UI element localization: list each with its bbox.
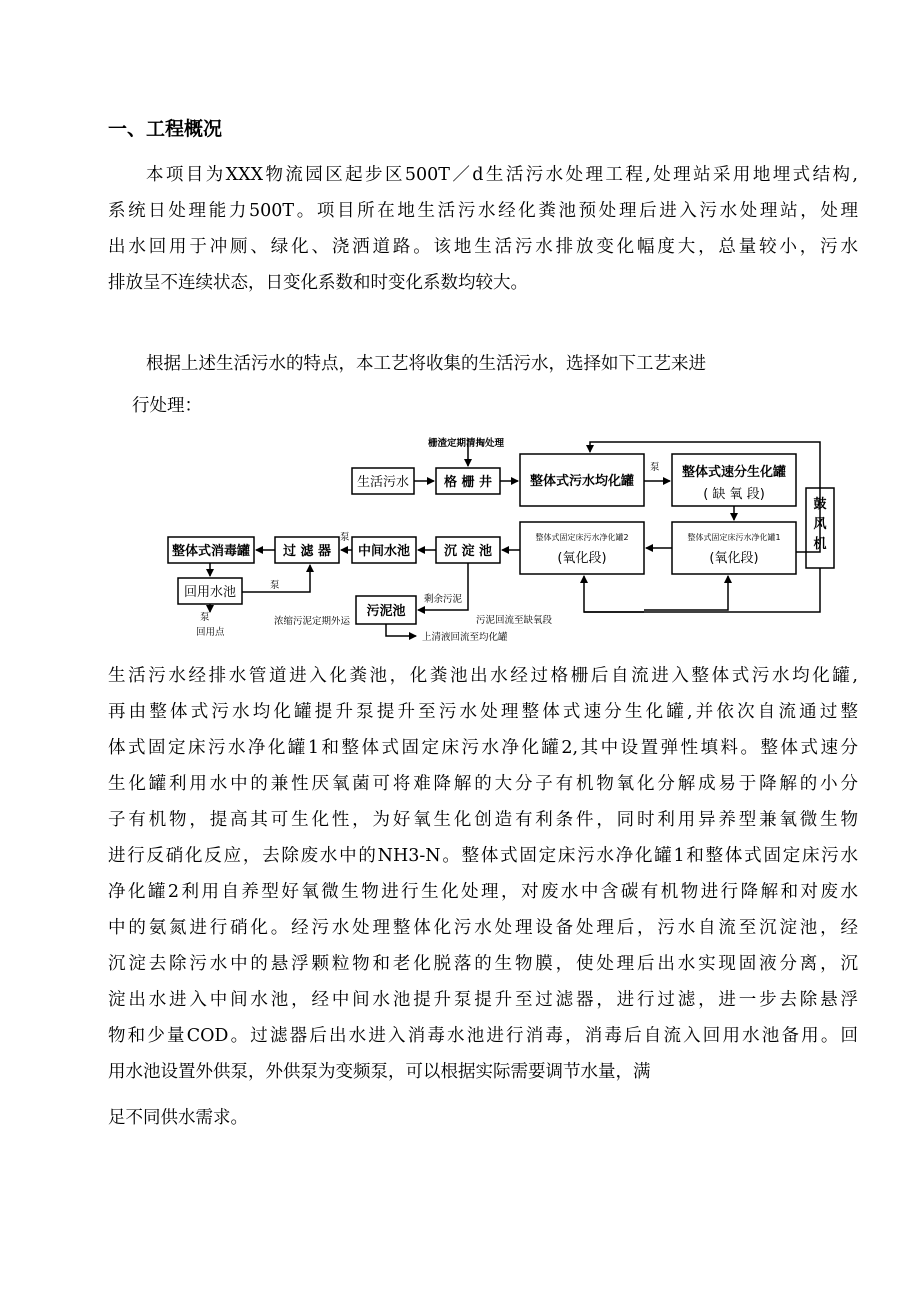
pump-mid-label: 泵	[340, 532, 350, 543]
reuse-point-label: 回用点	[196, 627, 225, 638]
fast-bio-tank-label: 整体式速分生化罐	[681, 465, 787, 480]
pump-eq-label: 泵	[650, 462, 660, 473]
body-line: 淀出水进入中间水池，经中间水池提升泵提升至过滤器，进行过滤，进一步去除悬浮	[108, 990, 858, 1010]
disinfection-tank-label: 整体式消毒罐	[171, 544, 251, 559]
thick-sludge-label: 浓缩污泥定期外运	[274, 616, 351, 627]
body-line: 用水池设置外供泵，外供泵为变频泵，可以根据实际需要调节水量，满	[108, 1062, 651, 1082]
intro-line: 系统日处理能力500T。项目所在地生活污水经化粪池预处理后进入污水处理站，处理	[108, 201, 858, 221]
grit-disposal-label: 栅渣定期清掏处理	[428, 438, 505, 449]
purify-tank-2-sub-label: (氧化段)	[557, 551, 607, 566]
middle-pool-label: 中间水池	[357, 544, 411, 559]
sedimentation-label: 沉 淀 池	[443, 544, 493, 559]
purify-tank-1-box	[672, 522, 796, 574]
body-line: 净化罐2利用自养型好氧微生物进行生化处理，对废水中含碳有机物进行降解和对废水	[108, 882, 858, 902]
blower-label: 风	[813, 517, 827, 532]
intro-paragraph	[108, 157, 858, 301]
process-intro	[108, 346, 858, 424]
sludge-pool-label: 污泥池	[366, 604, 406, 619]
raw-sewage-label: 生活污水	[356, 475, 410, 490]
body-line: 沉淀去除污水中的悬浮颗粒物和老化脱落的生物膜，使处理后出水实现固液分离，沉	[108, 954, 858, 974]
pump-out-label: 泵	[200, 612, 210, 623]
sludge-return-label: 污泥回流至缺氧段	[476, 615, 553, 626]
body-line: 进行反硝化反应，去除废水中的NH3-N。整体式固定床污水净化罐1和整体式固定床污水	[108, 846, 858, 866]
process-line: 行处理：	[132, 396, 202, 416]
body-paragraph	[108, 658, 858, 1136]
intro-line: 排放呈不连续状态，日变化系数和时变化系数均较大。	[108, 273, 528, 293]
body-line: 物和少量COD。过滤器后出水进入消毒水池进行消毒，消毒后自流入回用水池备用。回	[108, 1026, 858, 1046]
excess-sludge-label: 剩余污泥	[424, 594, 463, 605]
filter-label: 过 滤 器	[282, 544, 332, 559]
process-flow-diagram	[160, 432, 840, 648]
blower-label: 机	[813, 537, 827, 552]
grille-well-label: 格 栅 井	[443, 475, 493, 490]
body-line: 再由整体式污水均化罐提升泵提升至污水处理整体式速分生化罐,并依次自流通过整	[108, 702, 858, 722]
supernatant-label: 上清液回流至均化罐	[422, 632, 508, 643]
intro-line: 出水回用于冲厕、绿化、浇洒道路。该地生活污水排放变化幅度大，总量较小，污水	[108, 237, 858, 257]
process-line: 根据上述生活污水的特点，本工艺将收集的生活污水，选择如下工艺来进	[146, 354, 706, 374]
section-heading: 一、工程概况	[108, 118, 223, 140]
blower-label: 鼓	[813, 497, 827, 512]
pump-reuse-label: 泵	[270, 580, 280, 591]
equalization-tank-label: 整体式污水均化罐	[529, 474, 635, 489]
purify-tank-1-label: 整体式固定床污水净化罐1	[687, 533, 781, 542]
body-line: 生活污水经排水管道进入化粪池，化粪池出水经过格栅后自流进入整体式污水均化罐,	[108, 666, 858, 686]
body-line: 体式固定床污水净化罐1和整体式固定床污水净化罐2,其中设置弹性填料。整体式速分	[108, 738, 858, 758]
purify-tank-2-label: 整体式固定床污水净化罐2	[535, 533, 629, 542]
fast-bio-tank-sub-label: ( 缺 氧 段)	[703, 487, 765, 502]
body-line: 生化罐利用水中的兼性厌氧菌可将难降解的大分子有机物氧化分解成易于降解的小分	[108, 774, 858, 794]
purify-tank-1-sub-label: (氧化段)	[709, 551, 759, 566]
reuse-pool-label: 回用水池	[183, 585, 237, 600]
body-line: 子有机物，提高其可生化性，为好氧生化创造有利条件，同时利用异养型兼氧微生物	[108, 810, 858, 830]
purify-tank-2-box	[520, 522, 644, 574]
body-line: 中的氨氮进行硝化。经污水处理整体化污水处理设备处理后，污水自流至沉淀池，经	[108, 918, 858, 938]
body-line: 足不同供水需求。	[108, 1108, 248, 1128]
intro-line: 本项目为XXX物流园区起步区500T／d生活污水处理工程,处理站采用地埋式结构,	[146, 165, 858, 185]
